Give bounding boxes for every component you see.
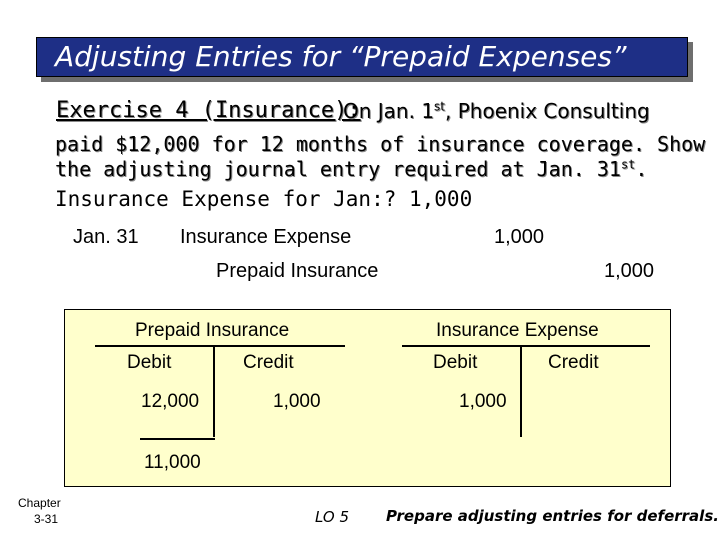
t-account-debit-header: Debit (127, 352, 172, 373)
slide-title: Adjusting Entries for “Prepaid Expenses” (55, 40, 627, 73)
t-account-name: Insurance Expense (436, 320, 599, 341)
t-account-credit-header: Credit (243, 352, 294, 373)
t-account-debit-header: Debit (433, 352, 478, 373)
t-account-debit-entry: 1,000 (459, 391, 507, 412)
journal-date: Jan. 31 (73, 226, 139, 248)
exercise-line2: paid $12,000 for 12 months of insurance coverage. Show (55, 132, 706, 156)
journal-credit-account: Prepaid Insurance (216, 260, 379, 282)
exercise-label: Exercise 4 (Insurance): (56, 98, 361, 123)
t-account-divider (520, 345, 522, 437)
exercise-line3: the adjusting journal entry required at Jan. 31st. (55, 157, 648, 181)
t-account-balance-line (140, 438, 215, 440)
t-account-credit-entry: 1,000 (273, 391, 321, 412)
chapter-number: 3-31 (34, 512, 59, 526)
t-account-name: Prepaid Insurance (135, 320, 290, 341)
t-account-divider (213, 345, 215, 437)
t-account-debit-entry: 12,000 (141, 391, 200, 412)
t-account-top-line (95, 345, 345, 347)
t-account-balance: 11,000 (144, 452, 201, 473)
journal-debit-account: Insurance Expense (180, 226, 352, 248)
exercise-line1: On Jan. 1st, Phoenix Consulting (343, 99, 650, 123)
chapter-label: Chapter (18, 496, 61, 510)
exercise-question: Insurance Expense for Jan:? 1,000 (55, 187, 473, 211)
learning-objective-code: LO 5 (315, 508, 350, 526)
journal-debit-amount: 1,000 (494, 226, 545, 248)
learning-objective-text: Prepare adjusting entries for deferrals. (386, 507, 719, 525)
t-account-top-line (402, 345, 650, 347)
t-account-credit-header: Credit (548, 352, 599, 373)
journal-credit-amount: 1,000 (604, 260, 655, 282)
